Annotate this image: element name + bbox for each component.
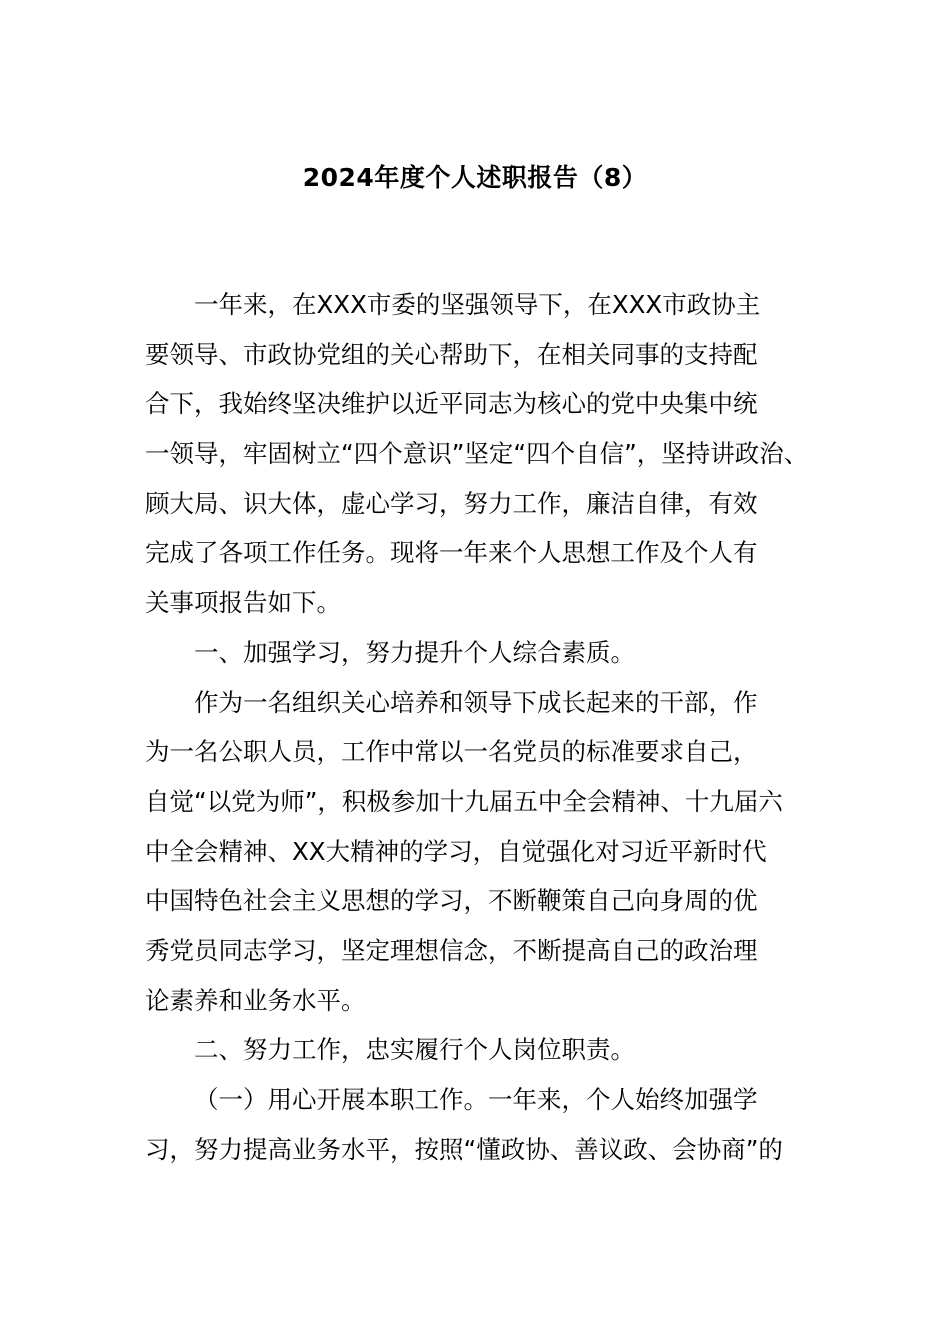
document-title: 2024年度个人述职报告（8） <box>302 163 648 192</box>
text-line: 顾大局、识大体，虚心学习，努力工作，廉洁自律，有效 <box>145 488 758 518</box>
section-heading: 二、努力工作，忠实履行个人岗位职责。 <box>194 1035 635 1065</box>
document-body <box>145 280 825 1174</box>
text-line: 自觉“以党为师”，积极参加十九届五中全会精神、十九届六 <box>145 786 783 816</box>
text-line: 一年来，在XXX市委的坚强领导下，在XXX市政协主 <box>194 290 761 319</box>
text-line: （一）用心开展本职工作。一年来，个人始终加强学 <box>194 1085 758 1114</box>
text-line: 一领导，牢固树立“四个意识”坚定“四个自信”，坚持讲政治、 <box>145 439 809 469</box>
text-line: 秀党员同志学习，坚定理想信念，不断提高自己的政治理 <box>145 935 758 965</box>
text-line: 论素养和业务水平。 <box>145 985 366 1015</box>
text-line: 中全会精神、XX大精神的学习，自觉强化对习近平新时代 <box>145 836 767 866</box>
text-line: 要领导、市政协党组的关心帮助下，在相关同事的支持配 <box>145 339 758 369</box>
text-line: 作为一名组织关心培养和领导下成长起来的干部，作 <box>194 687 758 717</box>
text-line: 习，努力提高业务水平，按照“懂政协、善议政、会协商”的 <box>145 1134 783 1164</box>
text-line: 关事项报告如下。 <box>145 588 341 618</box>
text-line: 合下，我始终坚决维护以近平同志为核心的党中央集中统 <box>145 389 758 419</box>
section-heading: 一、加强学习，努力提升个人综合素质。 <box>194 637 635 667</box>
text-line: 完成了各项工作任务。现将一年来个人思想工作及个人有 <box>145 538 758 568</box>
text-line: 中国特色社会主义思想的学习，不断鞭策自己向身周的优 <box>145 886 758 916</box>
text-line: 为一名公职人员，工作中常以一名党员的标准要求自己， <box>145 737 758 767</box>
